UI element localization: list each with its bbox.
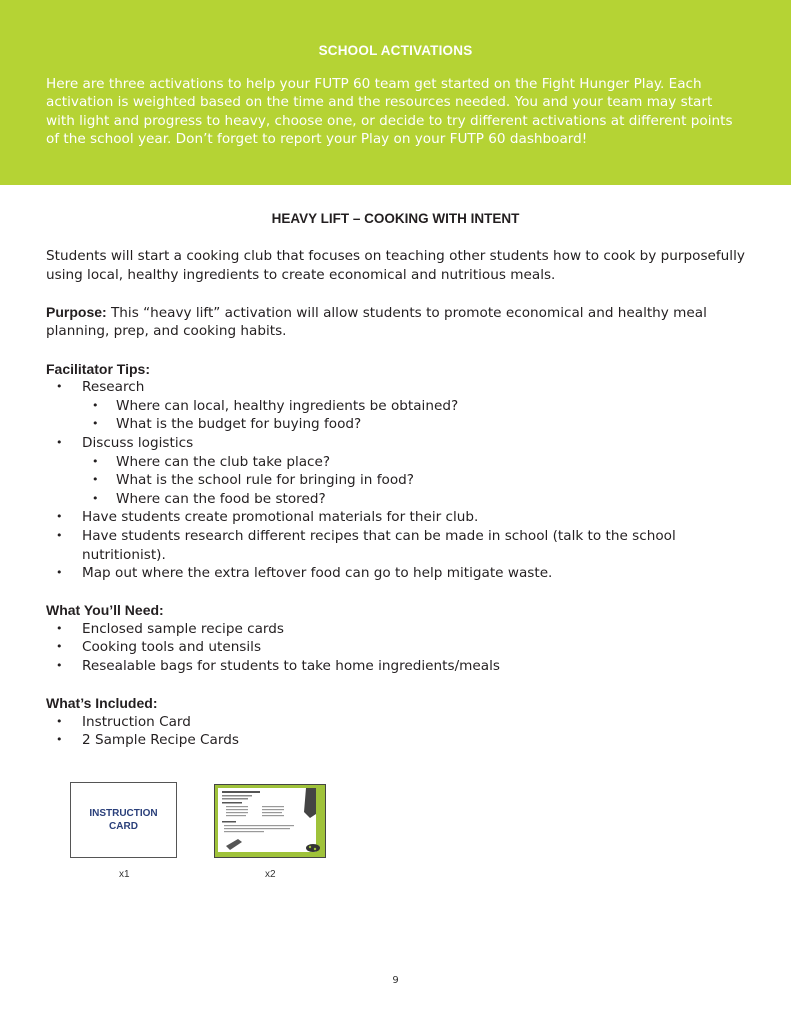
list-item: • Cooking tools and utensils bbox=[46, 638, 746, 657]
list-item: • Instruction Card bbox=[46, 713, 746, 732]
sub-list-item: • Where can local, healthy ingredients be obtained? bbox=[82, 397, 746, 416]
recipe-card-image bbox=[214, 784, 326, 858]
whats-included-heading: What’s Included: bbox=[46, 695, 158, 712]
list-item-text: Research bbox=[82, 379, 145, 396]
list-item: • Have students create promotional materials for their club. bbox=[46, 508, 746, 527]
sub-list-item: • What is the budget for buying food? bbox=[82, 415, 746, 434]
list-item: • Have students research different recipes that can be made in school (talk to the school nutritionist). bbox=[46, 527, 746, 564]
banner-text: Here are three activations to help your FUTP 60 team get started on the Fight Hunger Play. Each activation is weighted based on the time and the resources needed. You and your team may start with light and progress to heavy, choose one, or decide to try different activations at different points of the school year. Don’t forget to report your Play on your FUTP 60 dashboard! bbox=[46, 76, 733, 148]
list-item bbox=[46, 378, 746, 434]
list-item-text: Discuss logistics bbox=[82, 434, 194, 451]
sub-list bbox=[82, 397, 746, 434]
recipe-card-quantity: x2 bbox=[265, 869, 276, 880]
list-item: • Enclosed sample recipe cards bbox=[46, 620, 746, 639]
what-you-need-heading: What You’ll Need: bbox=[46, 602, 164, 619]
purpose-paragraph bbox=[46, 303, 746, 341]
sub-list-item: • Where can the food be stored? bbox=[82, 490, 746, 509]
what-you-need-list bbox=[46, 620, 746, 676]
sub-list bbox=[82, 453, 746, 509]
banner-title: SCHOOL ACTIVATIONS bbox=[318, 43, 473, 58]
main-content bbox=[46, 247, 746, 750]
section-title: HEAVY LIFT – COOKING WITH INTENT bbox=[271, 211, 520, 226]
purpose-label: Purpose: bbox=[46, 303, 107, 320]
list-item: • Map out where the extra leftover food can go to help mitigate waste. bbox=[46, 564, 746, 583]
purpose-text: This “heavy lift” activation will allow students to promote economical and healthy meal planning, prep, and cooking habits. bbox=[46, 304, 707, 340]
sub-list-item: • What is the school rule for bringing in food? bbox=[82, 471, 746, 490]
list-item: • Resealable bags for students to take home ingredients/meals bbox=[46, 657, 746, 676]
instruction-card-label-line2: CARD bbox=[109, 821, 138, 832]
intro-paragraph: Students will start a cooking club that focuses on teaching other students how to cook by purposefully using local, healthy ingredients to create economical and nutritious meals. bbox=[46, 248, 745, 283]
sub-list-item: • Where can the club take place? bbox=[82, 453, 746, 472]
list-item: • 2 Sample Recipe Cards bbox=[46, 731, 746, 750]
instruction-card-label-line1: INSTRUCTION bbox=[89, 808, 158, 819]
whats-included-list bbox=[46, 713, 746, 750]
page-number: 9 bbox=[392, 975, 399, 986]
instruction-card-quantity: x1 bbox=[119, 869, 130, 880]
activations-banner bbox=[0, 0, 791, 185]
instruction-card-image bbox=[70, 782, 177, 858]
facilitator-tips-heading: Facilitator Tips: bbox=[46, 360, 150, 377]
facilitator-tips-list bbox=[46, 378, 746, 583]
list-item bbox=[46, 434, 746, 508]
